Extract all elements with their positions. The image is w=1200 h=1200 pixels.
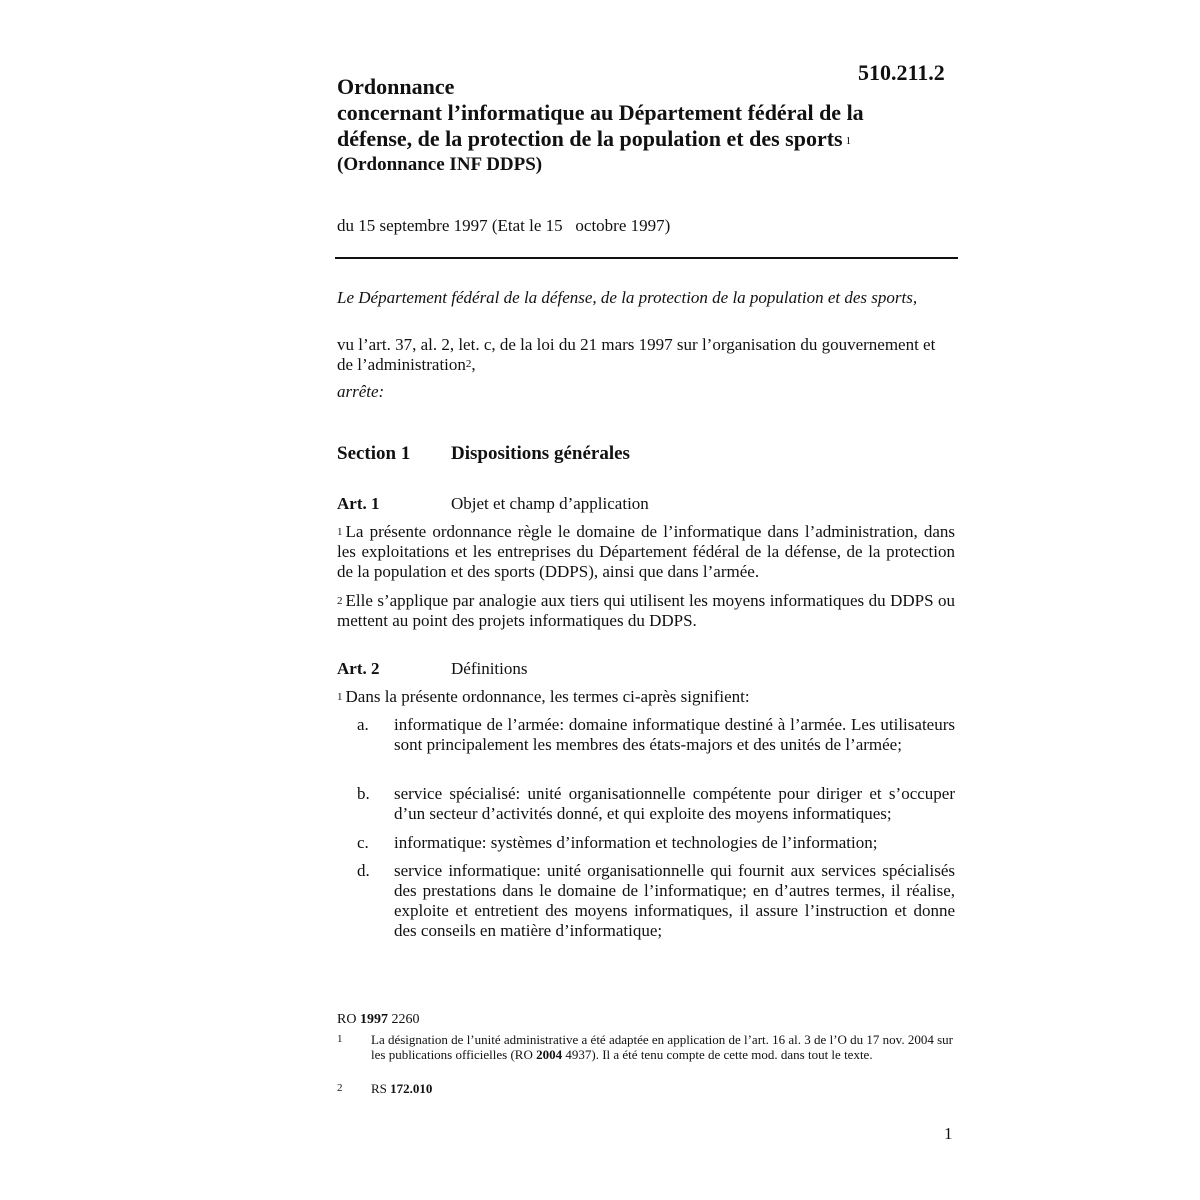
page-title: [337, 74, 957, 152]
ro-prefix: RO: [337, 1012, 360, 1027]
definition-label: a.: [357, 715, 369, 734]
art2-intro-text: Dans la présente ordonnance, les termes ci-après signifient:: [345, 687, 750, 706]
art1-title: Objet et champ d’application: [451, 494, 649, 513]
enactment-date: du 15 septembre 1997 (Etat le 15 octobre 1997): [337, 216, 671, 235]
title-line-1: Ordonnance: [337, 74, 455, 99]
ro-reference: [337, 1012, 419, 1028]
footnote-2-number: 2: [337, 1082, 343, 1094]
art2-number: Art. 2: [337, 659, 380, 678]
definition-text: service informatique: unité organisationnelle qui fournit aux services spécialisés des prestations dans le domaine de l’informatique; en d’autres termes, il réalise, exploite et entretient des moyens informatiques, il assure l’instruction et donne des conseils en matière d’informatique;: [394, 861, 955, 940]
art1-para1-text: La présente ordonnance règle le domaine de l’informatique dans l’administration, dans les exploitations et les entreprises du Département fédéral de la défense, de la protection de la population et des sports (DDPS), ainsi que dans l’armée.: [337, 522, 955, 581]
art1-paragraph-2: [337, 591, 955, 631]
title-line-2: concernant l’informatique au Département fédéral de la: [337, 100, 864, 125]
section-title: Dispositions générales: [451, 443, 630, 464]
definition-label: b.: [357, 784, 370, 803]
art1-para2-text: Elle s’applique par analogie aux tiers qui utilisent les moyens informatiques du DDPS ou mettent au point des projets informatiques du DDPS.: [337, 591, 955, 630]
art1-paragraph-1: [337, 522, 955, 582]
title-footnote-ref[interactable]: 1: [845, 135, 852, 147]
art2-intro-number: 1: [337, 691, 343, 703]
sr-number: 510.211.2: [858, 60, 945, 85]
footnote-2-ref: 172.010: [390, 1081, 433, 1096]
art2-title: Définitions: [451, 659, 528, 678]
definition-text: informatique: systèmes d’information et technologies de l’information;: [394, 833, 878, 852]
header-divider: [335, 257, 958, 259]
footnote-1-part-a: La désignation de l’unité administrative a été adaptée en application de l’art. 16 al. 3 de l’O du 17 nov. 2004 sur les publications officielles (RO: [371, 1032, 953, 1062]
art1-para2-number: 2: [337, 595, 343, 607]
art1-para1-number: 1: [337, 526, 343, 538]
preamble-authority: Le Département fédéral de la défense, de la protection de la population et des sports,: [337, 288, 918, 307]
definition-label: c.: [357, 833, 369, 852]
footnote-1-part-b: 4937). Il a été tenu compte de cette mod. dans tout le texte.: [562, 1047, 873, 1062]
legal-basis-end: ,: [471, 355, 476, 374]
footnote-2-prefix: RS: [371, 1081, 391, 1096]
section-number: Section 1: [337, 443, 411, 464]
title-line-3: [337, 126, 957, 152]
definition-text: service spécialisé: unité organisationnelle compétente pour diriger et s’occuper d’un secteur d’activités donné, et qui exploite des moyens informatiques;: [394, 784, 955, 823]
definition-text: informatique de l’armée: domaine informatique destiné à l’armée. Les utilisateurs sont principalement les membres des états-majors et des unités de l’armée;: [394, 715, 955, 754]
footnote-2: [337, 1081, 955, 1097]
footnote-1: [337, 1032, 955, 1078]
legal-basis-footnote-ref[interactable]: 2: [465, 358, 472, 370]
preamble-legal-basis: [337, 335, 955, 375]
ro-year: 1997: [359, 1012, 388, 1027]
title-line-3-text: défense, de la protection de la population et des sports: [337, 126, 843, 151]
short-title: (Ordonnance INF DDPS): [337, 154, 543, 175]
footnote-1-number: 1: [337, 1033, 343, 1045]
footnote-1-year: 2004: [536, 1047, 563, 1062]
definition-label: d.: [357, 861, 370, 880]
art2-intro: [337, 687, 955, 707]
footnote-2-text: [371, 1081, 953, 1096]
footnote-1-text: [371, 1032, 953, 1062]
preamble-decree: arrête:: [337, 382, 385, 401]
page-number: 1: [944, 1124, 953, 1143]
legal-basis-text: vu l’art. 37, al. 2, let. c, de la loi du 21 mars 1997 sur l’organisation du gouvernement et de l’administration: [337, 335, 936, 374]
ro-page: 2260: [387, 1012, 420, 1027]
art1-number: Art. 1: [337, 494, 380, 513]
